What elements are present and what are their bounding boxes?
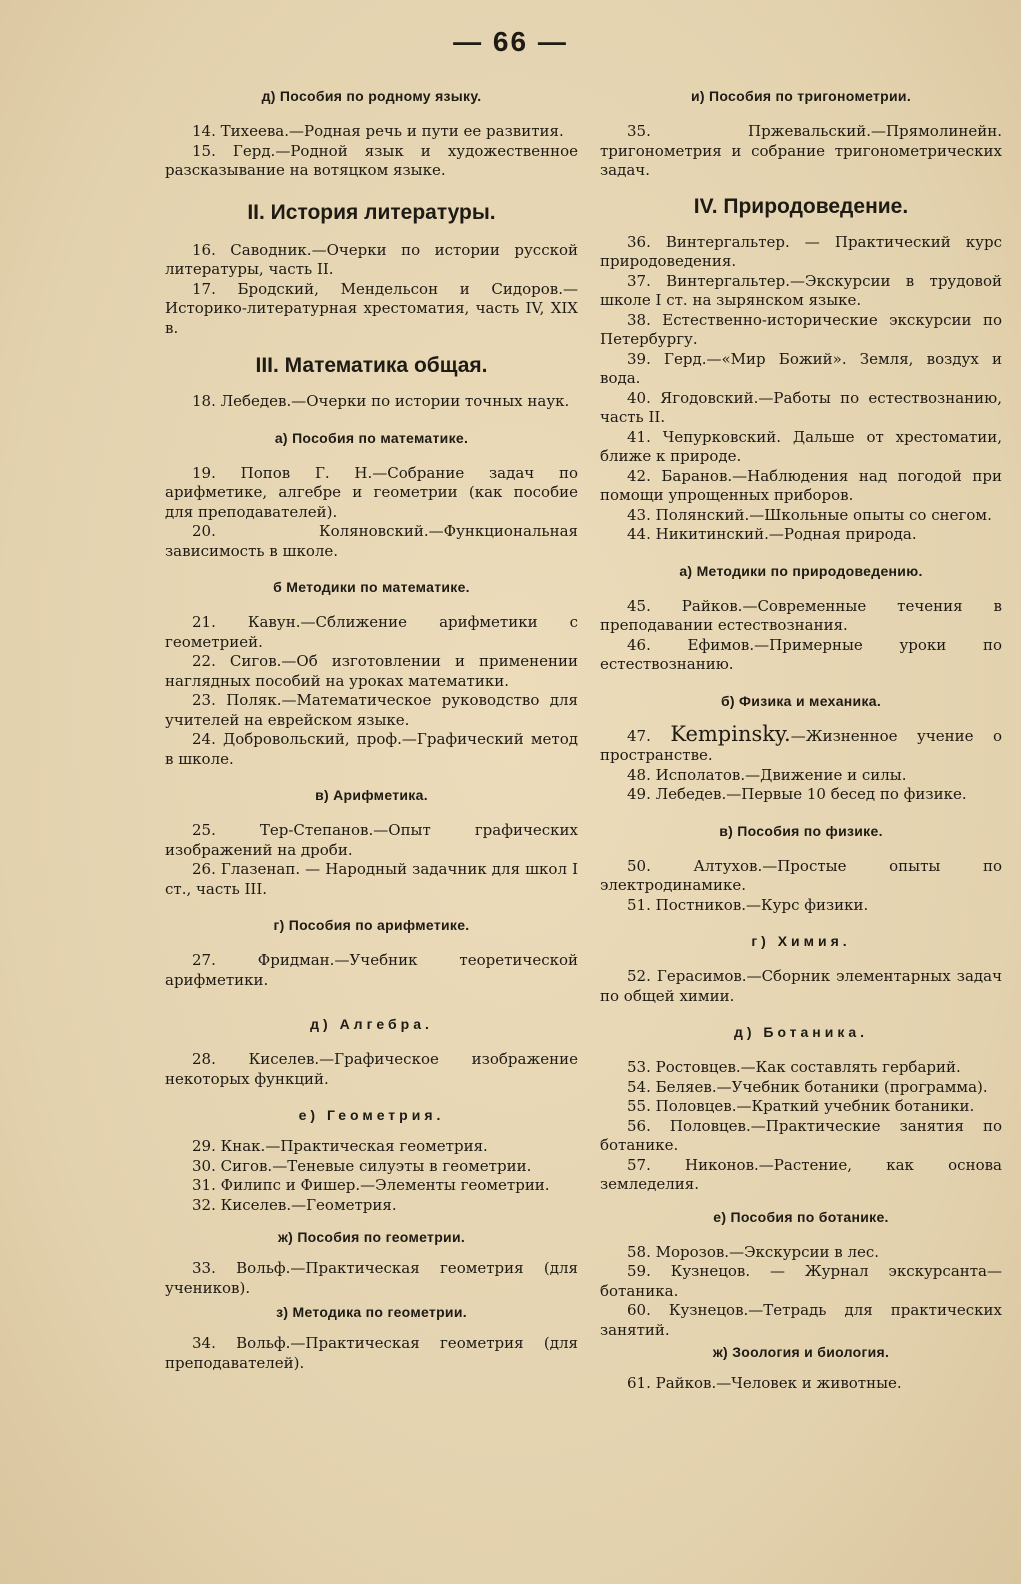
subsection-heading: ж) Зоология и биология.	[712, 1344, 890, 1360]
bibliography-entry: 38. Естественно-исторические экскурсии по Петербургу.	[600, 310, 1002, 348]
bibliography-entry: 17. Бродский, Мендельсон и Сидоров.—Историко-литературная хрестоматия, часть IV, XIX в.	[165, 279, 578, 337]
section-heading: III. Математика общая.	[255, 354, 488, 377]
bibliography-entry: 14. Тихеева.—Родная речь и пути ее развития.	[192, 122, 564, 140]
section-heading: IV. Природоведение.	[693, 194, 909, 218]
bibliography-entry: 24. Добровольский, проф.—Графический метод в школе.	[165, 730, 578, 768]
bibliography-entry: 54. Беляев.—Учебник ботаники (программа).	[627, 1077, 988, 1096]
bibliography-entry: 30. Сигов.—Теневые силуэты в геометрии.	[192, 1156, 532, 1175]
bibliography-entry: 29. Кнак.—Практическая геометрия.	[192, 1137, 488, 1155]
bibliography-entry: 59. Кузнецов. — Журнал экскурсанта—ботаника.	[600, 1262, 1002, 1300]
bibliography-entry: 40. Ягодовский.—Работы по естествознанию, часть II.	[600, 388, 1002, 426]
bibliography-entry: 56. Половцев.—Практические занятия по ботанике.	[600, 1116, 1002, 1154]
bibliography-entry: 22. Сигов.—Об изготовлении и применении наглядных пособий на уроках математики.	[165, 652, 578, 690]
bibliography-entry: 32. Киселев.—Геометрия.	[192, 1195, 397, 1214]
bibliography-entry: 33. Вольф.—Практическая геометрия (для учеников).	[165, 1259, 578, 1297]
bibliography-entry: 37. Винтергальтер.—Экскурсии в трудовой школе I ст. на зырянском языке.	[600, 271, 1002, 309]
bibliography-entry: 50. Алтухов.—Простые опыты по электродинамике.	[600, 856, 1002, 894]
bibliography-entry: 49. Лебедев.—Первые 10 бесед по физике.	[627, 785, 967, 803]
section-heading: II. История литературы.	[247, 200, 496, 224]
page-number: — 66 —	[453, 26, 568, 57]
bibliography-entry: 53. Ростовцев.—Как составлять гербарий.	[627, 1058, 961, 1076]
subsection-heading: в) Арифметика.	[315, 787, 428, 803]
bibliography-entry: 39. Герд.—«Мир Божий». Земля, воздух и вода.	[600, 349, 1002, 387]
bibliography-entry: 44. Никитинский.—Родная природа.	[627, 525, 917, 543]
bibliography-entry: 28. Киселев.—Графическое изображение некоторых функций.	[165, 1050, 578, 1088]
bibliography-entry: 23. Поляк.—Математическое руководство для учителей на еврейском языке.	[165, 691, 578, 729]
subsection-heading: а) Пособия по математике.	[274, 429, 469, 446]
bibliography-entry: 21. Кавун.—Сближение арифметики с геометрией.	[165, 613, 578, 651]
bibliography-entry: 52. Герасимов.—Сборник элементарных задач по общей химии.	[600, 967, 1002, 1005]
left-column	[165, 88, 578, 1373]
subsection-heading: в) Пособия по физике.	[719, 822, 883, 839]
bibliography-entry: 35. Пржевальский.—Прямолинейн. тригонометрия и собрание тригонометрических задач.	[600, 122, 1002, 179]
subsection-heading: г) Химия.	[751, 933, 851, 949]
bibliography-entry: 36. Винтергальтер. — Практический курс природоведения.	[600, 232, 1002, 270]
bibliography-entry: 27. Фридман.—Учебник теоретической арифметики.	[165, 951, 578, 989]
bibliography-entry: 48. Исполатов.—Движение и силы.	[627, 765, 907, 784]
bibliography-entry: 43. Полянский.—Школьные опыты со снегом.	[627, 505, 992, 524]
bibliography-entry: 42. Баранов.—Наблюдения над погодой при помощи упрощенных приборов.	[600, 466, 1002, 504]
bibliography-entry: 15. Герд.—Родной язык и художественное разсказывание на вотяцком языке.	[165, 141, 578, 179]
bibliography-entry: 58. Морозов.—Экскурсии в лес.	[627, 1242, 880, 1261]
subsection-heading: б Методики по математике.	[273, 579, 470, 595]
bibliography-entry: 60. Кузнецов.—Тетрадь для практических занятий.	[600, 1301, 1002, 1339]
bibliography-entry: 47. Kempinsky.—Жизненное учение о пространстве.	[600, 721, 1002, 764]
subsection-heading: д) Ботаника.	[733, 1024, 869, 1040]
subsection-heading: е) Пособия по ботанике.	[713, 1208, 889, 1225]
bibliography-entry: 16. Саводник.—Очерки по истории русской литературы, часть II.	[165, 240, 578, 278]
bibliography-entry: 20. Коляновский.—Функциональная зависимость в школе.	[165, 522, 578, 560]
subsection-heading: а) Методики по природоведению.	[679, 562, 923, 579]
subsection-heading: д) Алгебра.	[310, 1016, 433, 1032]
subsection-heading: з) Методика по геометрии.	[276, 1304, 467, 1320]
subsection-heading: е) Геометрия.	[298, 1107, 445, 1123]
bibliography-entry: 55. Половцев.—Краткий учебник ботаники.	[627, 1097, 975, 1115]
bibliography-entry: 19. Попов Г. Н.—Собрание задач по арифметике, алгебре и геометрии (как пособие для преподавателей).	[165, 463, 578, 521]
bibliography-entry: 45. Райков.—Современные течения в преподавании естествознания.	[600, 596, 1002, 634]
subsection-heading: г) Пособия по арифметике.	[273, 917, 470, 933]
bibliography-entry: 31. Филипс и Фишер.—Элементы геометрии.	[192, 1176, 550, 1194]
subsection-heading: д) Пособия по родному языку.	[261, 88, 482, 104]
bibliography-entry: 61. Райков.—Человек и животные.	[627, 1374, 902, 1392]
bibliography-entry: 18. Лебедев.—Очерки по истории точных наук.	[192, 392, 570, 410]
bibliography-entry: 34. Вольф.—Практическая геометрия (для преподавателей).	[165, 1334, 578, 1372]
subsection-heading: ж) Пособия по геометрии.	[277, 1229, 466, 1245]
bibliography-entry: 25. Тер-Степанов.—Опыт графических изображений на дроби.	[165, 821, 578, 859]
bibliography-entry: 51. Постников.—Курс физики.	[627, 895, 869, 914]
bibliography-entry: 26. Глазенап. — Народный задачник для школ I ст., часть III.	[165, 860, 578, 898]
bibliography-entry: 41. Чепурковский. Дальше от хрестоматии, ближе к природе.	[600, 427, 1002, 465]
subsection-heading: б) Физика и механика.	[720, 692, 882, 709]
bibliography-entry: 57. Никонов.—Растение, как основа земледелия.	[600, 1155, 1002, 1193]
subsection-heading: и) Пособия по тригонометрии.	[690, 88, 912, 104]
bibliography-entry: 46. Ефимов.—Примерные уроки по естествознанию.	[600, 635, 1002, 673]
right-column	[600, 88, 1002, 1394]
